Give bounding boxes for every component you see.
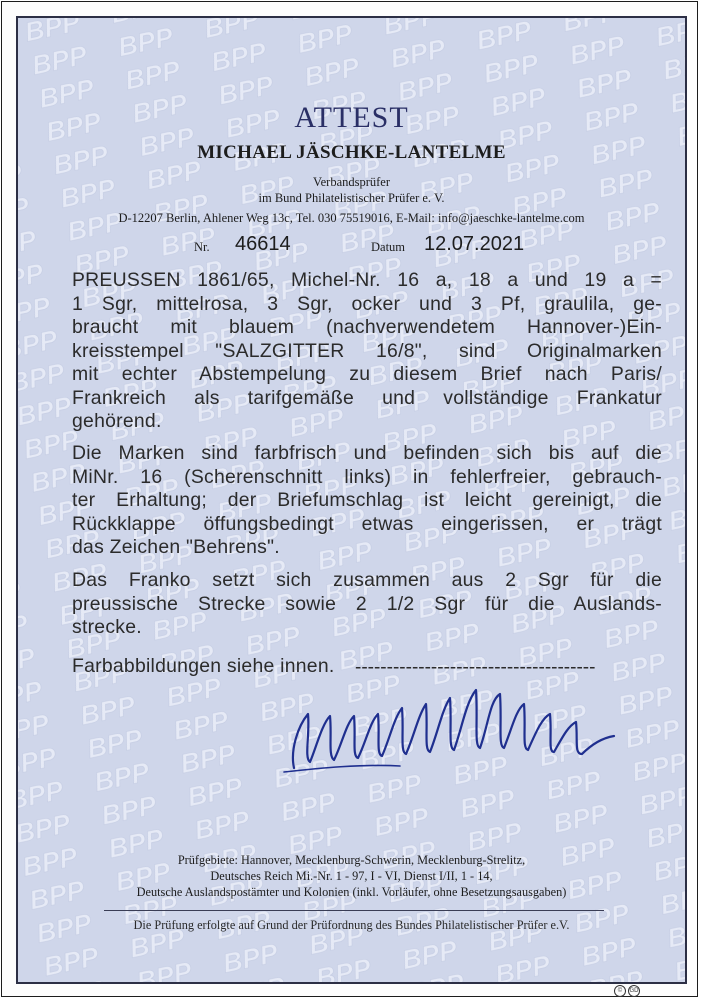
paragraph-stamp-description — [72, 269, 662, 434]
logo-circle-icon: © — [614, 985, 626, 997]
footer-divider — [104, 910, 604, 911]
text-line: ter Erhaltung; der Briefumschlag ist leicht gereinigt, die — [72, 489, 662, 511]
text-line: Das Franko setzt sich zusammen aus 2 Sgr für die — [72, 569, 662, 591]
examiner-role: Verbandsprüfer — [312, 175, 391, 189]
text-line: strecke. — [72, 616, 142, 638]
certificate-date: 12.07.2021 — [424, 233, 525, 255]
text-line: Frankreich als tarifgemäße und vollständige Frankatur — [72, 386, 662, 409]
text-line: mit echter Abstempelung zu diesem Brief nach Paris/ — [72, 363, 662, 385]
paragraph-postage — [72, 569, 662, 640]
printer-logo — [614, 985, 642, 997]
examiner-address: D-12207 Berlin, Ahlener Weg 13c, Tel. 030 75519016, E-Mail: info@jaeschke-lantelme.com — [118, 211, 585, 225]
dash-fill-line: -------------------------------------- — [355, 657, 596, 678]
footer-line-1: Prüfgebiete: Hannover, Mecklenburg-Schwerin, Mecklenburg-Strelitz, — [177, 853, 526, 867]
footer-note: Die Prüfung erfolgte auf Grund der Prüfordnung des Bundes Philatelistischer Prüfer e.V. — [133, 918, 570, 932]
examiner-association: im Bund Philatelistischer Prüfer e. V. — [258, 191, 445, 205]
footer-line-2: Deutsches Reich Mi.-Nr. 1 - 97, I - VI, Dienst I/II, 1 - 14, — [210, 869, 493, 883]
text-line: preussische Strecke sowie 2 1/2 Sgr für die Auslands- — [72, 592, 662, 615]
paragraph-condition — [72, 442, 662, 560]
text-line: PREUSSEN 1861/65, Michel-Nr. 16 a, 18 a und 19 a = — [72, 269, 662, 291]
examiner-name: MICHAEL JÄSCHKE-LANTELME — [197, 142, 506, 163]
text-line: kreisstempel "SALZGITTER 16/8", sind Originalmarken — [72, 339, 662, 362]
text-line: braucht mit blauem (nachverwendetem Hannover-)Ein- — [72, 316, 662, 338]
handwritten-signature — [280, 680, 640, 790]
text-line: Farbabbildungen siehe innen. — [72, 655, 335, 677]
text-line: Rückklappe öffungsbedingt etwas eingerissen, er trägt — [72, 512, 662, 535]
text-line: gehörend. — [72, 410, 162, 432]
certificate-number: 46614 — [235, 233, 291, 255]
certificate-content — [18, 18, 685, 982]
certificate-paper — [16, 16, 687, 984]
text-line: das Zeichen "Behrens". — [72, 536, 280, 558]
certificate-sheet — [1, 1, 698, 997]
footer-line-3: Deutsche Auslandspostämter und Kolonien (inkl. Vorläufer, ohne Besetzungsausgaben) — [136, 885, 567, 899]
text-line: 1 Sgr, mittelrosa, 3 Sgr, ocker und 3 Pf, graulila, ge- — [72, 292, 662, 315]
text-line: Die Marken sind farbfrisch und befinden sich bis auf die — [72, 442, 662, 464]
certificate-number-label: Nr. — [194, 240, 210, 254]
attest-title: ATTEST — [294, 101, 409, 134]
logo-gd-icon: GD — [628, 985, 640, 997]
date-label: Datum — [371, 240, 406, 254]
text-line: MiNr. 16 (Scherenschnitt links) in fehlerfreier, gebrauch- — [72, 465, 662, 488]
